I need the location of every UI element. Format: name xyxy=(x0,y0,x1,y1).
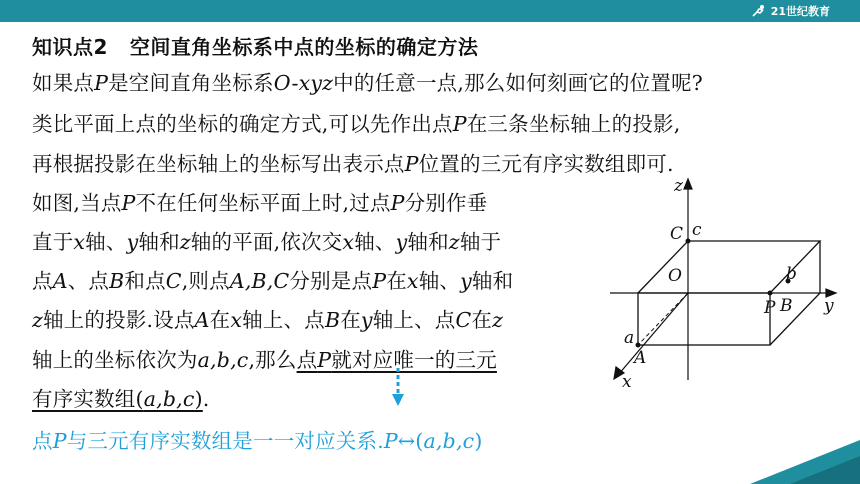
label-a: a xyxy=(624,328,635,348)
text-line-9: 有序实数组(a,b,c). xyxy=(32,387,210,411)
heading-title: 空间直角坐标系中点的坐标的确定方法 xyxy=(129,35,479,59)
label-y: y xyxy=(824,296,834,316)
point-A xyxy=(636,343,641,348)
label-z: z xyxy=(674,176,683,196)
coordinate-box-figure xyxy=(600,175,840,390)
text-line-5: 直于x轴、y轴和z轴的平面,依次交x轴、y轴和z轴于 xyxy=(32,230,502,254)
brand-logo xyxy=(751,2,830,20)
text-line-1: 如果点P是空间直角坐标系O-xyz中的任意一点,那么如何刻画它的位置呢? xyxy=(32,71,703,95)
label-A: A xyxy=(634,348,647,368)
text-line-2: 类比平面上点的坐标的确定方式,可以先作出点P在三条坐标轴上的投影, xyxy=(32,112,681,136)
box-front-face xyxy=(638,293,770,345)
text-line-7: z轴上的投影.设点A在x轴上、点B在y轴上、点C在z xyxy=(32,308,504,332)
label-x: x xyxy=(622,372,632,390)
text-line-4: 如图,当点P不在任何坐标平面上时,过点P分别作垂 xyxy=(32,191,488,215)
top-bar xyxy=(0,0,860,22)
label-b: b xyxy=(786,264,797,284)
down-arrow-icon xyxy=(392,368,404,408)
text-line-8: 轴上的坐标依次为a,b,c,那么点P就对应唯一的三元 xyxy=(32,348,497,372)
hidden-edge-x xyxy=(638,293,688,345)
label-c: c xyxy=(692,220,702,240)
logo-text: 21世纪教育 xyxy=(770,5,830,18)
section-heading xyxy=(32,31,478,60)
label-P: P xyxy=(764,298,776,318)
point-C xyxy=(686,239,691,244)
label-B: B xyxy=(780,296,793,316)
label-O: O xyxy=(668,266,682,286)
corner-decoration-dark xyxy=(790,456,860,484)
text-line-6: 点A、点B和点C,则点A,B,C分别是点P在x轴、y轴和 xyxy=(32,269,514,293)
text-line-10-highlight: 点P与三元有序实数组是一一对应关系.P↔(a,b,c) xyxy=(32,429,483,453)
runner-logo-icon xyxy=(751,4,767,18)
text-line-3: 再根据投影在坐标轴上的坐标写出表示点P位置的三元有序实数组即可. xyxy=(32,152,674,176)
heading-number: 知识点2 xyxy=(32,35,108,59)
z-axis-arrowhead xyxy=(684,179,692,189)
point-P xyxy=(768,291,773,296)
label-C: C xyxy=(670,224,684,244)
